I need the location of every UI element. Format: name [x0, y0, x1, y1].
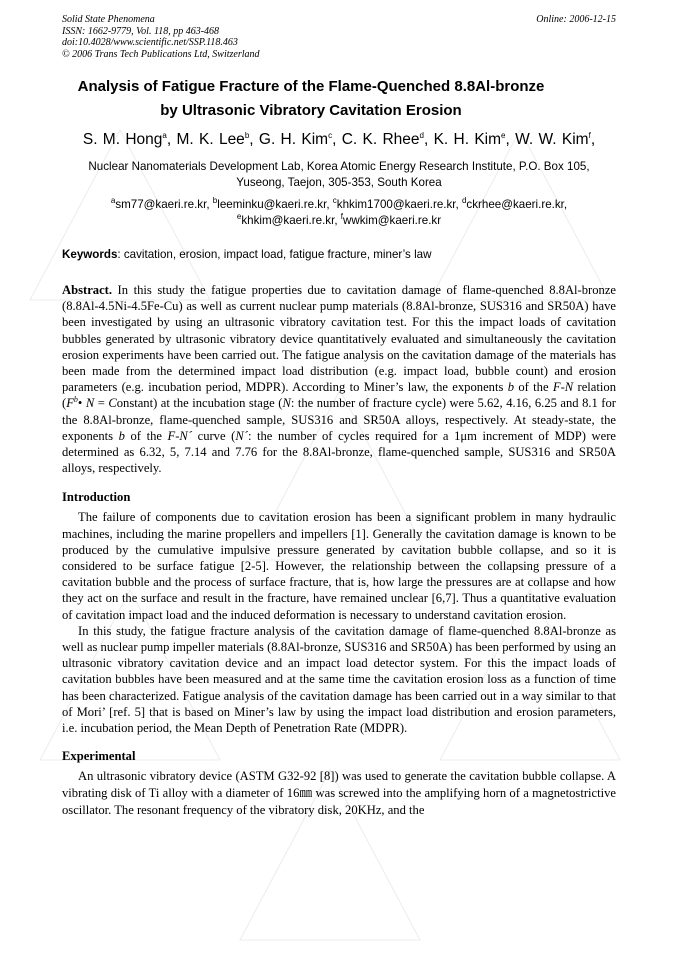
author: K. H. Kim [433, 131, 502, 148]
introduction-paragraph: The failure of components due to cavitation erosion has been a significant problem in many hydraulic machines, including the marine propellers and impellers [1]. Generally the cavitation damage is known to be produced by the cumulative impulsive pressure generated by cavitation bubble collapse, and so it is considered to be surface fatigue [2-5]. However, the relationship between the collapsing pressure of a cavitation bubble and the process of surface fracture, that is, how large the pressures are at collapse and how they act on the surface and result in the fracture, have remained unclear [6,7]. Thus a quantitative evaluation of cavitation impact load and the induced deformation is necessary to understand cavitation erosion. [62, 510, 616, 622]
author-affiliation-mark: d [419, 130, 424, 140]
email-mark: c [332, 196, 337, 206]
abstract-var: C [108, 396, 117, 411]
abstract-var: b [73, 395, 78, 405]
email-mark: b [212, 196, 218, 206]
keywords-label: Keywords [62, 248, 118, 261]
abstract-text: In this study the fatigue properties due to cavitation damage of flame-quenched 8.8Al-bronze (8.8Al-4.5Ni-4.5Fe-Cu) as well as current nuclear pump materials (8.8Al-bronze, SUS316 and SR50A) have been investigated by using an ultrasonic vibratory cavitation test. For this the impact loads of cavitation bubbles generated by ultrasonic vibratory device quantitatively evaluated and simultaneously the cavitation erosion experiments have been carried out. The fatigue analysis on the cavitation damage of the materials has been made from the determined impact load distribution (e.g. impact load, bubble count) and erosion parameters (e.g. incubation period, MDPR). According to Miner’s law, the exponents [62, 283, 616, 395]
section-heading-experimental: Experimental [62, 749, 136, 764]
author-affiliation-mark: a [162, 130, 167, 140]
abstract-text: relation ( [62, 380, 616, 411]
email-link: sm77@kaeri.re.kr [115, 198, 207, 211]
journal-doi: doi:10.4028/www.scientific.net/SSP.118.463 [62, 37, 238, 48]
journal-header [62, 14, 616, 60]
author-affiliation-mark: c [328, 130, 333, 140]
section-heading-introduction: Introduction [62, 490, 131, 505]
email-link: leeminku@kaeri.re.kr [217, 198, 327, 211]
email-mark: f [340, 212, 343, 222]
online-date: Online: 2006-12-15 [536, 14, 616, 25]
abstract-var: N [282, 396, 291, 411]
abstract-var: N [85, 396, 95, 411]
affiliation-line-2: Yuseong, Taejon, 305-353, South Korea [236, 176, 442, 189]
email-mark: d [461, 196, 467, 206]
email-mark: e [236, 212, 242, 222]
author-emails: $^a$sm77@kaeri.re.kr, $^b$leeminku@kaeri.re.kr, $^c$khkim1700@kaeri.re.kr, $^d$ckrhee@kaeri.re.kr, $^e$khkim@kaeri.re.kr, $^f$wwkim@kaeri.re.kr [110, 196, 568, 227]
abstract-text: of the [514, 380, 553, 395]
abstract-text: : the number of fracture cycle) were 5.62, 4.16, 6.25 and 8.1 for the 8.8Al-bronze, flame-quenched sample, SUS316 and SR50A alloys, respectively. At steady-state, the exponents [62, 396, 616, 443]
title-line-2: by Ultrasonic Vibratory Cavitation Erosion [160, 102, 462, 119]
abstract [62, 282, 616, 476]
author: C. K. Rhee [341, 131, 420, 148]
journal-name: Solid State Phenomena [62, 14, 155, 25]
email-link: khkim@kaeri.re.kr [241, 214, 335, 227]
keywords [62, 247, 616, 263]
affiliation-line-1: Nuclear Nanomaterials Development Lab, Korea Atomic Energy Research Institute, P.O. Box 105, [88, 160, 590, 173]
abstract-var: F-N´ [167, 428, 193, 443]
journal-copyright: © 2006 Trans Tech Publications Ltd, Switzerland [62, 48, 260, 60]
abstract-var: F-N [552, 380, 574, 395]
paper-page [62, 14, 616, 819]
author: S. M. Hong [82, 131, 163, 148]
author-affiliation-mark: b [244, 130, 250, 140]
author: M. K. Lee [176, 131, 245, 148]
abstract-text: of the [124, 428, 168, 443]
abstract-text: = [94, 396, 109, 411]
abstract-label: Abstract. [62, 283, 113, 297]
experimental-paragraph: An ultrasonic vibratory device (ASTM G32-92 [8]) was used to generate the cavitation bubble collapse. A vibrating disk of Ti alloy with a diameter of 16㎜ was screwed into the amplifying horn of a magnetostrictive oscillator. The resonant frequency of the vibratory disk, 20KHz, and the [62, 769, 616, 818]
introduction-paragraph: In this study, the fatigue fracture analysis of the cavitation damage of flame-quenched 8.8Al-bronze as well as nuclear pump impeller materials (8.8Al-bronze, SUS316 and SR50A) has been performed by using an ultrasonic vibratory cavitation device and an impact load detector system. For this the impact loads of cavitation bubbles have been measured and at the same time the cavitation erosion loss as a function of time has been characterized. Fatigue analysis of the cavitation damage has been carried out in a way similar to that of Mori’ [ref. 5] that is based on Miner’s law by using the impact load distribution and erosion parameters, i.e. incubation period, the Mean Depth of Penetration Rate (MDPR). [62, 623, 616, 736]
paper-title [62, 75, 616, 123]
title-line-1: Analysis of Fatigue Fracture of the Flame-Quenched 8.8Al-bronze [77, 78, 545, 95]
author: W. W. Kim [515, 131, 589, 148]
abstract-var: b [507, 380, 514, 395]
affiliation [62, 159, 616, 191]
author-affiliation-mark: f [588, 130, 591, 140]
email-link: ckrhee@kaeri.re.kr [466, 198, 564, 211]
abstract-var: F [66, 396, 74, 411]
email-link: wwkim@kaeri.re.kr [343, 214, 442, 227]
abstract-text: • [77, 396, 86, 411]
abstract-text: onstant) at the incubation stage ( [116, 396, 283, 411]
email-mark: a [110, 196, 116, 206]
abstract-var: N´ [235, 428, 248, 443]
abstract-var: b [118, 428, 125, 443]
author: G. H. Kim [258, 131, 329, 148]
abstract-text: curve ( [192, 428, 236, 443]
email-link: khkim1700@kaeri.re.kr [336, 198, 456, 211]
journal-issn: ISSN: 1662-9779, Vol. 118, pp 463-468 [62, 25, 220, 37]
keywords-text: : cavitation, erosion, impact load, fatigue fracture, miner’s law [117, 248, 432, 261]
abstract-text: : the number of cycles required for a 1μm increment of MDP) were determined as 6.32, 5, 7.14 and 7.76 for the 8.8Al-bronze, flame-quenched sample, SUS316 and SR50A alloys, respectively. [62, 428, 616, 476]
author-affiliation-mark: e [501, 130, 506, 140]
author-list: S. M. Hong$^a$, M. K. Lee$^b$, G. H. Kim$^c$, C. K. Rhee$^d$, K. H. Kim$^e$, W. W. Kim$^f$, [82, 130, 596, 148]
